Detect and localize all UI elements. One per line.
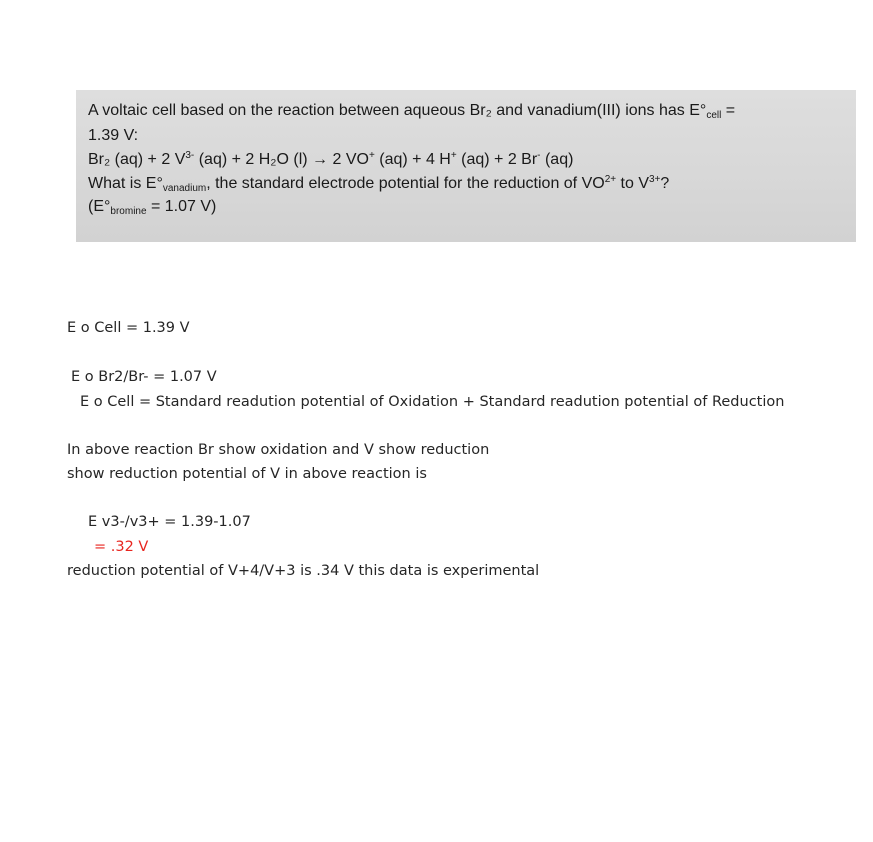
answer-ecell: E o Cell = 1.39 V — [67, 320, 190, 336]
question-line-4: What is $E^\circ_{vanadium}$, the standard electrode potential for the reduction of $VO^{2+}$ to $V^{3+}$? — [88, 174, 670, 194]
answer-calculation: E v3-/v3+ = 1.39-1.07 — [88, 514, 251, 530]
question-line-5: ($E^\circ_{bromine} = 1.07$ V) — [88, 198, 217, 217]
question-line-2: 1.39 V: — [88, 127, 139, 144]
answer-result: = .32 V — [94, 539, 149, 555]
answer-explanation-2: show reduction potential of V in above reaction is — [67, 466, 427, 482]
question-equation: Br₂ (aq) + 2 $V^{3-}$ (aq) + 2 H₂O (l) → 2 VO+ (aq) + 4 H+ (aq) + 2 Br- (aq) — [88, 150, 574, 168]
answer-formula: E o Cell = Standard readution potential of Oxidation + Standard readution potential of Reduction — [80, 394, 785, 410]
question-line-1: A voltaic cell based on the reaction between aqueous Br₂ and vanadium(III) ions has $E^\circ_{cell}$ = — [88, 102, 736, 121]
answer-e-bromine: E o Br2/Br- = 1.07 V — [71, 369, 217, 385]
answer-note: reduction potential of V+4/V+3 is .34 V this data is experimental — [67, 563, 540, 579]
answer-explanation: In above reaction Br show oxidation and V show reduction — [67, 442, 490, 458]
question-image — [76, 90, 856, 242]
